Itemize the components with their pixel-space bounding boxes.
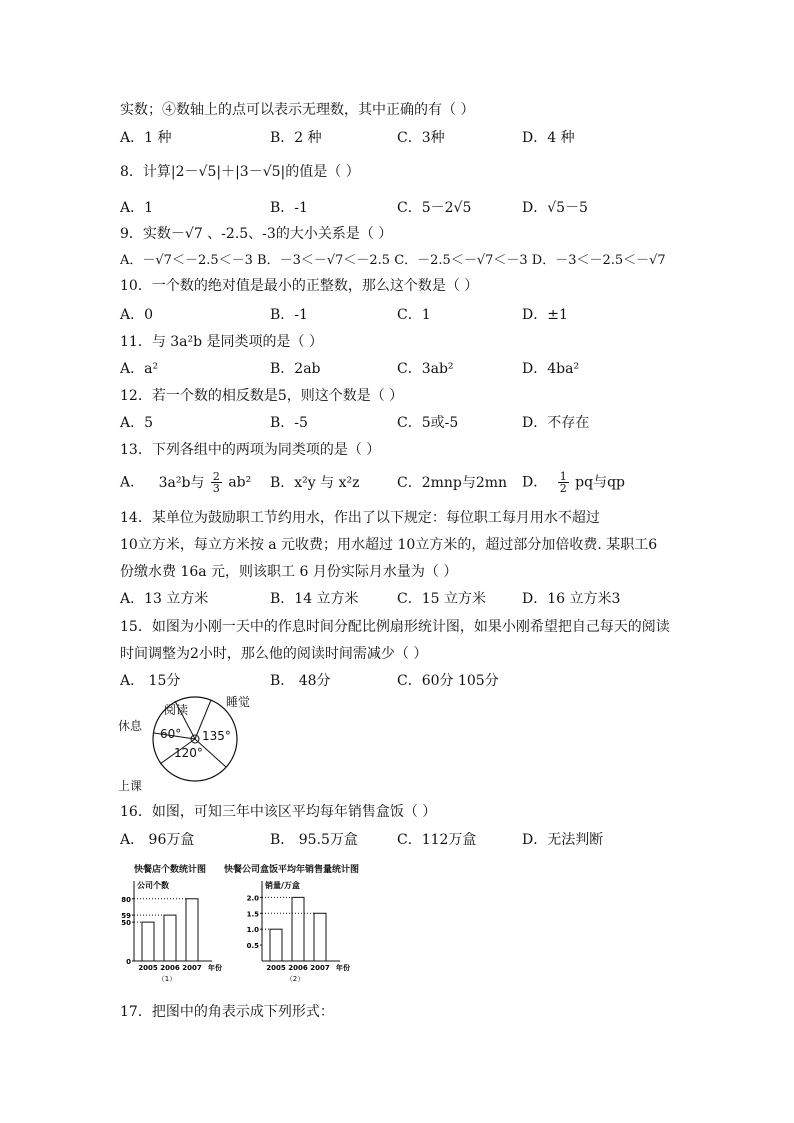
chart2-ytick-label: 2.0 [246, 894, 259, 903]
chart2-ytick-label: 0.5 [246, 942, 259, 951]
q10-option-c: C．1 [397, 307, 431, 323]
q15-option-a: A． 15分 [120, 673, 181, 689]
q12-option-c: C．5或-5 [397, 415, 459, 431]
pie-label-sleep: 睡觉 [226, 695, 251, 709]
q12-option-d: D．不存在 [522, 415, 590, 431]
q13-option-a-term1: 3a²b与 [158, 474, 205, 491]
chart1-ytick-label: 0 [126, 958, 131, 966]
q10-text: 10．一个数的绝对值是最小的正整数，那么这个数是（ ） [120, 278, 479, 294]
q10-option-a: A．0 [120, 307, 154, 323]
chart1-xtick-label: 2006 [160, 964, 180, 972]
q15-option-c: C．60分 105分 [397, 673, 499, 689]
pie-angle-class: 120° [174, 746, 203, 760]
chart2-bar-2006 [292, 897, 304, 961]
q11-option-b: B．2ab [270, 361, 321, 377]
chart1-ylabel: 公司个数 [137, 881, 169, 890]
q11-text: 11．与 3a²b 是同类项的是（ ） [120, 334, 323, 350]
fraction-denominator: 3 [212, 482, 220, 495]
q13-option-c: C．2mnp与2mn [397, 475, 508, 491]
q8-option-b: B．-1 [270, 200, 308, 216]
chart1-xlabel: 年份 [208, 964, 222, 972]
chart1-ytick-label: 50 [121, 919, 131, 928]
chart2-bar-2005 [270, 929, 282, 961]
q7-text-tail: 实数；④数轴上的点可以表示无理数，其中正确的有（ ） [120, 102, 475, 118]
pie-label-rest: 休息 [118, 719, 143, 733]
q9-text: 9．实数－√7 、-2.5、-3的大小关系是（ ） [120, 226, 393, 242]
q10-option-b: B．-1 [270, 307, 308, 323]
q13-text: 13．下列各组中的两项为同类项的是（ ） [120, 442, 381, 458]
chart1-bar-2005 [142, 922, 154, 961]
chart1-ytick-label: 80 [121, 895, 131, 904]
bar-charts-figure [118, 860, 378, 990]
q7-option-b: B．2 种 [270, 130, 322, 146]
chart2-bar-2007 [314, 913, 326, 961]
q8-option-d: D．√5－5 [522, 200, 588, 216]
q14-option-a: A．13 立方米 [120, 591, 209, 607]
pie-label-read: 阅读 [164, 703, 189, 717]
q14-option-b: B．14 立方米 [270, 591, 359, 607]
q7-option-c: C．3种 [397, 130, 445, 146]
q9-options: A．－√7＜－2.5＜－3 B．－3＜－√7＜－2.5 C．－2.5＜－√7＜－3 D．－3＜－2.5＜－√7 [120, 253, 666, 268]
q14-option-c: C．15 立方米 [397, 591, 486, 607]
q13-option-a [120, 471, 251, 494]
pie-angle-rest: 60° [160, 727, 182, 741]
q7-option-d: D．4 种 [522, 130, 575, 146]
q16-option-c: C．112万盒 [397, 832, 477, 848]
fraction-denominator: 2 [559, 482, 567, 495]
chart1-bar-2006 [164, 915, 176, 961]
q13-option-d-term: pq与qp [575, 474, 625, 491]
chart1-ytick-label: 59 [121, 912, 131, 921]
chart1-xtick-label: 2007 [182, 964, 202, 972]
q11-option-d: D．4ba² [522, 361, 580, 377]
q13-option-a-fraction [211, 471, 222, 494]
q13-option-d-fraction [558, 471, 569, 494]
pie-chart-figure [118, 693, 258, 793]
chart1-title: 快餐店个数统计图 [134, 865, 207, 875]
chart2-ytick-label: 1.0 [246, 926, 259, 935]
chart2-ylabel: 销量/万盒 [265, 881, 300, 890]
q16-option-d: D．无法判断 [522, 832, 604, 848]
fraction-numerator: 1 [559, 470, 567, 483]
bar-charts-svg [118, 860, 378, 990]
q14-text-line3: 份缴水费 16a 元，则该职工 6 月份实际月水量为（ ） [120, 564, 458, 580]
chart2-xtick-label: 2006 [288, 964, 308, 972]
chart2-xtick-label: 2007 [310, 964, 330, 972]
q12-option-a: A．5 [120, 415, 154, 431]
q16-option-a: A． 96万盒 [120, 832, 195, 848]
q12-text: 12．若一个数的相反数是5，则这个数是（ ） [120, 388, 404, 404]
chart1-xtick-label: 2005 [138, 964, 158, 972]
q13-option-a-letter: A． [120, 474, 145, 491]
q17-text: 17．把图中的角表示成下列形式： [120, 1004, 334, 1020]
chart2-xtick-label: 2005 [266, 964, 286, 972]
q10-option-d: D．±1 [522, 307, 568, 323]
q14-text-line2: 10立方米，每立方米按 a 元收费；用水超过 10立方米的，超过部分加倍收费. 某职工6 [120, 537, 658, 553]
q8-text: 8．计算|2－√5|＋|3－√5|的值是（ ） [120, 164, 360, 180]
q15-text-line2: 时间调整为2小时，那么他的阅读时间需减少（ ） [120, 646, 428, 662]
q15-option-b: B． 48分 [270, 673, 331, 689]
q16-text: 16．如图，可知三年中该区平均每年销售盒饭（ ） [120, 804, 437, 820]
q8-option-c: C．5－2√5 [397, 200, 472, 216]
q13-option-b: B．x²y 与 x²z [270, 475, 360, 491]
chart2-caption: （2） [285, 975, 305, 983]
q11-option-a: A．a² [120, 361, 159, 377]
q13-option-d-letter: D． [522, 474, 548, 491]
chart1-bar-2007 [186, 899, 198, 961]
q13-option-d [522, 471, 625, 494]
chart2-xlabel: 年份 [336, 964, 350, 972]
chart2-ytick-label: 1.5 [246, 910, 259, 919]
q14-option-d: D．16 立方米3 [522, 591, 621, 607]
q15-text-line1: 15．如图为小刚一天中的作息时间分配比例扇形统计图，如果小刚希望把自己每天的阅读 [120, 619, 670, 635]
q12-option-b: B．-5 [270, 415, 308, 431]
fraction-numerator: 2 [212, 470, 220, 483]
pie-label-class: 上课 [118, 779, 143, 793]
q7-option-a: A．1 种 [120, 130, 172, 146]
chart1-caption: （1） [157, 975, 177, 983]
q8-option-a: A．1 [120, 200, 154, 216]
q13-option-a-term2: ab² [228, 474, 252, 491]
q16-option-b: B． 95.5万盒 [270, 832, 358, 848]
q14-text-line1: 14．某单位为鼓励职工节约用水，作出了以下规定：每位职工每月用水不超过 [120, 510, 600, 526]
pie-angle-sleep: 135° [202, 729, 231, 743]
chart2-title: 快餐公司盒饭平均年销售量统计图 [224, 865, 360, 875]
q11-option-c: C．3ab² [397, 361, 454, 377]
